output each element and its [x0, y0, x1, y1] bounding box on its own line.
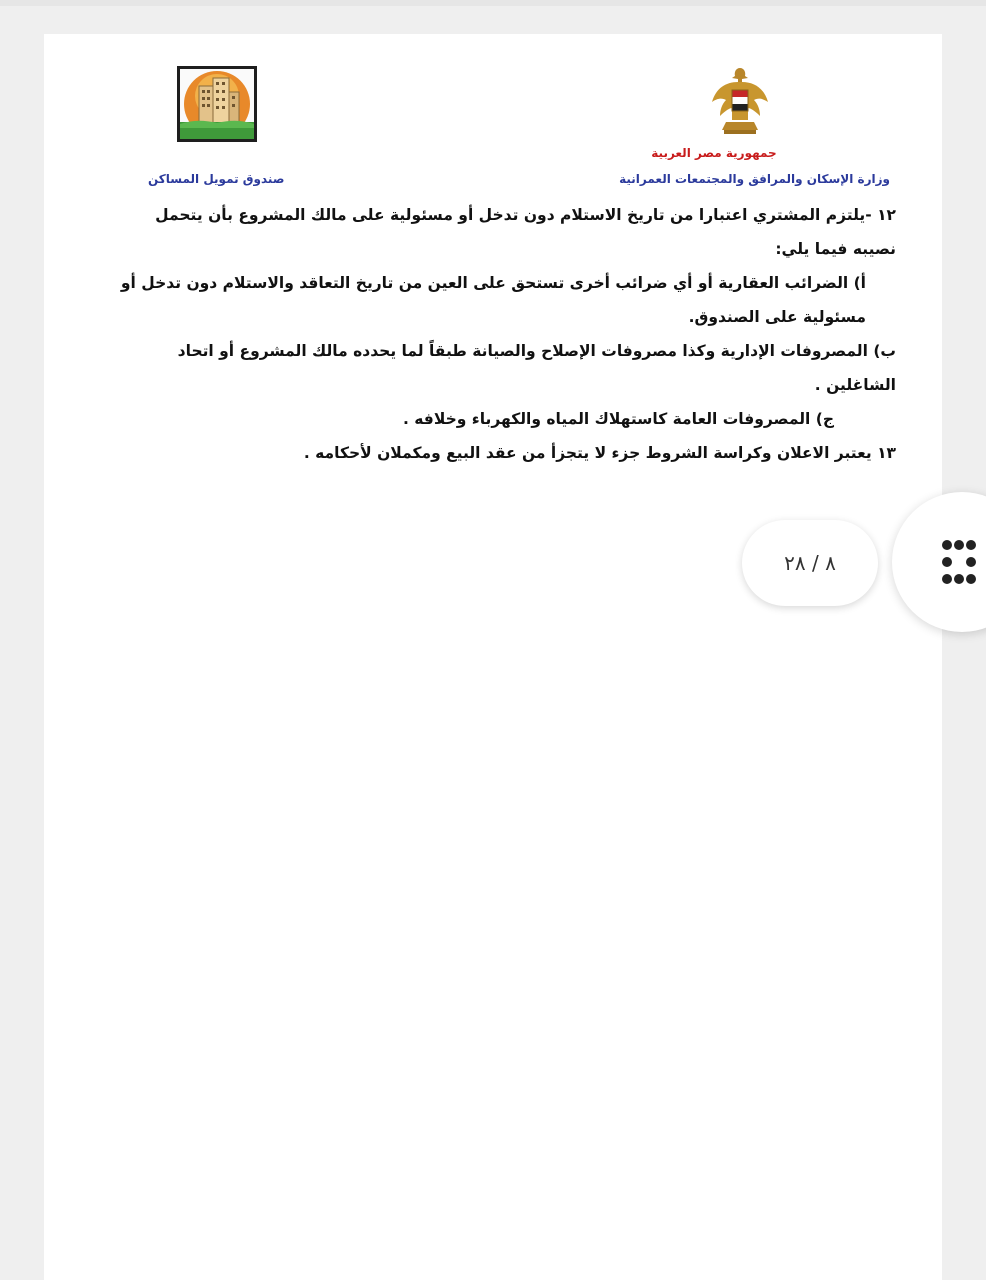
clause-12-c: ج) المصروفات العامة كاستهلاك المياه والكهرباء وخلافه . — [402, 410, 834, 428]
clause-12-b: ب) المصروفات الإدارية وكذا مصروفات الإصلاح والصيانة طبقاً لما يحدده مالك المشروع أو اتحاد الشاغلين . — [177, 342, 896, 394]
egypt-eagle-emblem-icon — [708, 64, 772, 138]
grid-dots-icon — [942, 540, 976, 584]
clause-13: ١٣ يعتبر الاعلان وكراسة الشروط جزء لا يتجزأ من عقد البيع ومكملان لأحكامه . — [303, 444, 896, 462]
housing-fund-logo-icon — [177, 66, 257, 142]
country-title: جمهورية مصر العربية — [651, 146, 777, 160]
document-page — [44, 34, 942, 1280]
ministry-title: وزارة الإسكان والمرافق والمجتمعات العمرانية — [619, 172, 890, 186]
clause-12-a: أ) الضرائب العقارية أو أي ضرائب أخرى تستحق على العين من تاريخ التعاقد والاستلام دون تدخل أو مسئولية على الصندوق. — [120, 274, 866, 326]
page-indicator[interactable]: ٨ / ٢٨ — [742, 520, 878, 606]
fund-title: صندوق تمويل المساكن — [148, 172, 285, 186]
contract-clauses — [116, 198, 896, 470]
top-strip — [0, 0, 986, 6]
clause-12: ١٢ -يلتزم المشتري اعتبارا من تاريخ الاستلام دون تدخل أو مسئولية على مالك المشروع بأن يتحمل نصيبه فيما يلي: — [155, 206, 896, 258]
